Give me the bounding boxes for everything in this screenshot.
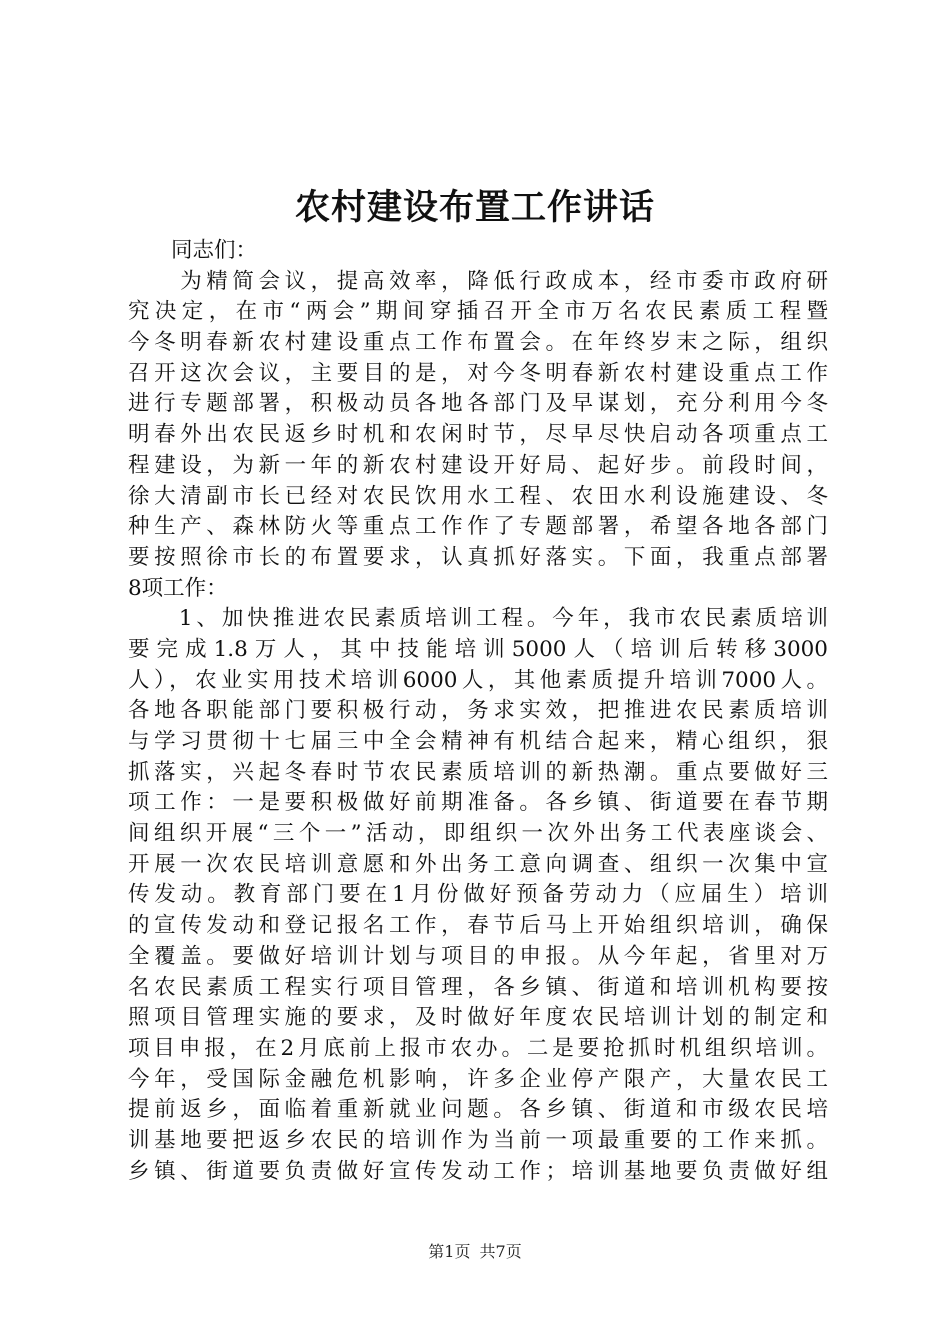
page-footer bbox=[0, 1240, 950, 1264]
body-line: 各地各职能部门要积极行动，务求实效，把推进农民素质培训 bbox=[128, 698, 828, 724]
body-line: 名农民素质工程实行项目管理，各乡镇、街道和培训机构要按 bbox=[128, 974, 828, 1000]
body-line: 程建设，为新一年的新农村建设开好局、起好步。前段时间， bbox=[128, 452, 828, 478]
body-line: 训基地要把返乡农民的培训作为当前一项最重要的工作来抓。 bbox=[128, 1127, 828, 1153]
body-line: 与学习贯彻十七届三中全会精神有机结合起来，精心组织，狠 bbox=[128, 729, 828, 754]
body-line: 照项目管理实施的要求，及时做好年度农民培训计划的制定和 bbox=[128, 1005, 828, 1031]
body-line: 人），农业实用技术培训6000人，其他素质提升培训7000人。 bbox=[128, 667, 828, 693]
body-line: 抓落实，兴起冬春时节农民素质培训的新热潮。重点要做好三 bbox=[128, 759, 828, 785]
body-line: 1、加快推进农民素质培训工程。今年，我市农民素质培训 bbox=[128, 606, 828, 632]
page-number: 第1页 bbox=[428, 1242, 471, 1261]
body-line: 为精简会议，提高效率，降低行政成本，经市委市政府研 bbox=[128, 268, 828, 294]
greeting-line: 同志们： bbox=[128, 238, 258, 263]
document-body bbox=[128, 236, 828, 1187]
body-line: 徐大清副市长已经对农民饮用水工程、农田水利设施建设、冬 bbox=[128, 483, 828, 509]
body-line: 要按照徐市长的布置要求，认真抓好落实。下面，我重点部署 bbox=[128, 544, 828, 570]
body-line: 要完成1.8万人，其中技能培训5000人（培训后转移3000 bbox=[128, 636, 828, 662]
body-line: 今年，受国际金融危机影响，许多企业停产限产，大量农民工 bbox=[128, 1066, 828, 1092]
body-line: 进行专题部署，积极动员各地各部门及早谋划，充分利用今冬 bbox=[128, 391, 828, 417]
body-line: 项目申报，在2月底前上报市农办。二是要抢抓时机组织培训。 bbox=[128, 1035, 828, 1061]
body-line: 的宣传发动和登记报名工作，春节后马上开始组织培训，确保 bbox=[128, 913, 828, 939]
body-line: 项工作：一是要积极做好前期准备。各乡镇、街道要在春节期 bbox=[128, 790, 828, 816]
body-line: 种生产、森林防火等重点工作作了专题部署，希望各地各部门 bbox=[128, 514, 828, 540]
document-title: 农村建设布置工作讲话 bbox=[294, 187, 655, 228]
body-line: 8项工作： bbox=[128, 575, 228, 601]
body-line: 提前返乡，面临着重新就业问题。各乡镇、街道和市级农民培 bbox=[128, 1097, 828, 1123]
body-line: 明春外出农民返乡时机和农闲时节，尽早尽快启动各项重点工 bbox=[128, 422, 828, 448]
body-line: 全覆盖。要做好培训计划与项目的申报。从今年起，省里对万 bbox=[128, 943, 828, 969]
body-line: 传发动。教育部门要在1月份做好预备劳动力（应届生）培训 bbox=[128, 882, 828, 908]
body-line: 今冬明春新农村建设重点工作布置会。在年终岁末之际，组织 bbox=[128, 330, 828, 356]
body-line: 间组织开展“三个一”活动，即组织一次外出务工代表座谈会、 bbox=[128, 821, 828, 847]
page-total: 共7页 bbox=[479, 1242, 522, 1261]
body-line: 乡镇、街道要负责做好宣传发动工作；培训基地要负责做好组 bbox=[128, 1158, 828, 1184]
body-line: 召开这次会议，主要目的是，对今冬明春新农村建设重点工作 bbox=[128, 360, 828, 386]
body-line: 究决定，在市“两会”期间穿插召开全市万名农民素质工程暨 bbox=[128, 299, 828, 325]
body-line: 开展一次农民培训意愿和外出务工意向调查、组织一次集中宣 bbox=[128, 851, 828, 877]
